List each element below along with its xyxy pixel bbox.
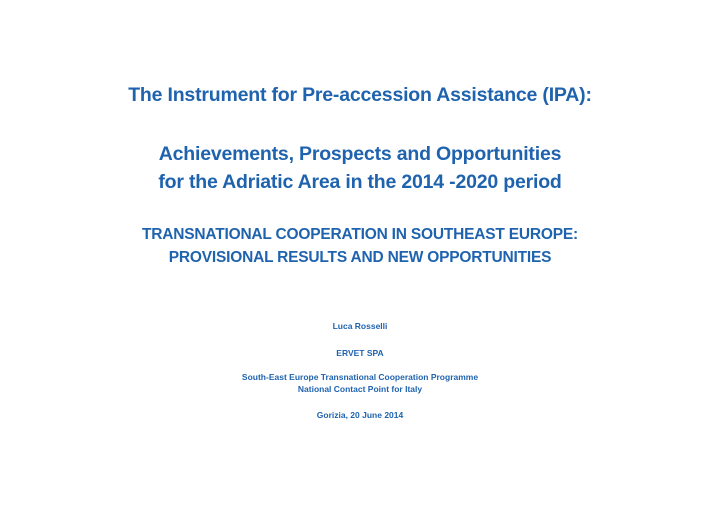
contact-point: National Contact Point for Italy bbox=[297, 384, 423, 394]
subtitle-line-2: for the Adriatic Area in the 2014 -2020 period bbox=[158, 171, 562, 193]
organization-name: ERVET SPA bbox=[336, 348, 384, 358]
section-heading-line-2: PROVISIONAL RESULTS AND NEW OPPORTUNITIES bbox=[168, 249, 552, 266]
place-and-date: Gorizia, 20 June 2014 bbox=[316, 410, 404, 420]
slide-title: The Instrument for Pre-accession Assistance (IPA): bbox=[128, 84, 592, 106]
author-name: Luca Rosselli bbox=[332, 321, 388, 331]
section-heading-line-1: TRANSNATIONAL COOPERATION IN SOUTHEAST EUROPE: bbox=[141, 226, 578, 243]
programme-name: South-East Europe Transnational Cooperation Programme bbox=[241, 372, 479, 382]
subtitle-line-1: Achievements, Prospects and Opportunities bbox=[158, 143, 562, 165]
